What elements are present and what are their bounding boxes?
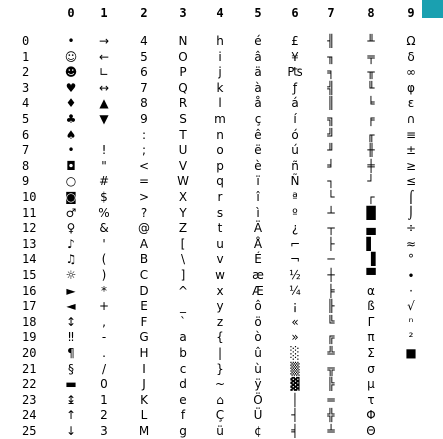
glyph-cell[interactable]: ░ [290,346,300,360]
glyph-cell[interactable]: • [67,34,75,48]
glyph-cell[interactable]: ☻ [64,65,78,79]
glyph-cell[interactable]: ╙ [367,81,375,95]
glyph-cell[interactable]: ₧ [287,65,303,79]
glyph-cell[interactable]: Ñ [290,174,300,188]
glyph-cell[interactable]: ï [256,174,260,188]
row-header-20: 20 [22,346,37,360]
glyph-cell[interactable]: ¿ [291,221,299,235]
glyph-cell[interactable]: ▼ [99,112,109,126]
glyph-cell[interactable]: ¬ [289,252,301,266]
glyph-cell[interactable]: A [139,237,149,251]
glyph-cell[interactable]: ▌ [366,237,376,251]
row-header-11: 11 [22,206,37,220]
glyph-cell[interactable]: Ä [253,221,263,235]
column-header-4: 4 [216,6,224,20]
glyph-cell[interactable]: ª [292,190,298,204]
glyph-cell[interactable]: á [291,96,299,110]
row-header-7: 7 [22,143,30,157]
glyph-cell[interactable]: / [101,362,107,376]
glyph-cell[interactable]: ┌ [367,190,375,204]
glyph-cell[interactable]: ╘ [367,96,375,110]
column-header-8: 8 [367,6,375,20]
glyph-cell[interactable]: ¢ [254,424,262,438]
row-header-4: 4 [22,96,30,110]
glyph-cell[interactable]: > [138,190,150,204]
glyph-cell[interactable]: ƒ [292,81,298,95]
glyph-cell[interactable]: └ [327,190,335,204]
glyph-cell[interactable]: X [178,190,188,204]
glyph-cell[interactable]: ↑ [65,408,77,422]
glyph-cell[interactable]: L [140,408,148,422]
glyph-cell[interactable]: N [178,34,188,48]
glyph-cell[interactable]: ╧ [327,424,335,438]
glyph-cell[interactable]: Γ [367,315,375,329]
glyph-cell[interactable]: ≡ [405,128,417,142]
glyph-cell[interactable]: â [254,50,262,64]
glyph-cell[interactable]: ≥ [405,159,417,173]
glyph-cell[interactable]: ' [102,237,106,251]
glyph-cell[interactable]: ù [254,362,262,376]
glyph-cell[interactable]: ≤ [405,174,417,188]
glyph-cell[interactable]: I [142,362,146,376]
glyph-cell[interactable]: } [216,362,224,376]
glyph-cell[interactable]: a [179,330,187,344]
glyph-cell[interactable]: ¼ [289,284,301,298]
glyph-cell[interactable]: 3 [100,424,108,438]
glyph-cell[interactable]: x [216,284,224,298]
glyph-cell[interactable]: @ [138,221,150,235]
glyph-cell[interactable]: ═ [327,393,335,407]
glyph-cell[interactable]: $ [100,190,108,204]
glyph-cell[interactable]: R [178,96,188,110]
glyph-cell[interactable]: û [254,346,262,360]
glyph-cell[interactable]: f [180,408,186,422]
glyph-cell[interactable]: É [254,252,262,266]
glyph-cell[interactable]: ╖ [327,50,335,64]
glyph-cell[interactable]: c [179,362,187,376]
glyph-cell[interactable]: d [179,377,187,391]
glyph-cell[interactable]: 1 [100,393,108,407]
glyph-cell[interactable]: ∩ [406,112,416,126]
row-header-18: 18 [22,315,37,329]
glyph-cell[interactable]: ¶ [67,346,75,360]
glyph-cell[interactable]: p [216,159,224,173]
glyph-cell[interactable]: • [67,143,75,157]
glyph-cell[interactable]: Σ [367,346,375,360]
glyph-cell[interactable]: « [291,315,299,329]
glyph-cell[interactable]: ╣ [327,81,335,95]
glyph-cell[interactable]: K [140,393,148,407]
glyph-cell[interactable]: Y [179,206,187,220]
glyph-cell[interactable]: V [178,159,188,173]
selected-cell-highlight [422,0,443,18]
glyph-cell[interactable]: ) [101,268,107,282]
glyph-cell[interactable]: ♠ [65,128,77,142]
row-header-2: 2 [22,65,30,79]
glyph-cell[interactable]: ⌂ [216,393,224,407]
glyph-cell[interactable]: ╚ [327,315,335,329]
glyph-cell[interactable]: < [138,159,150,173]
glyph-cell[interactable]: ⁿ [408,315,414,329]
glyph-cell[interactable]: J [142,377,146,391]
glyph-cell[interactable]: b [179,346,187,360]
glyph-cell[interactable]: ▄ [366,221,376,235]
row-header-6: 6 [22,128,30,142]
glyph-cell[interactable]: ∞ [406,65,416,79]
glyph-cell[interactable]: Ü [253,408,263,422]
glyph-cell[interactable]: ┤ [291,408,299,422]
glyph-cell[interactable]: Q [178,81,188,95]
glyph-cell[interactable]: → [98,34,110,48]
glyph-cell[interactable]: ╛ [327,159,335,173]
glyph-cell[interactable]: ┼ [327,268,335,282]
glyph-cell[interactable]: ä [254,65,262,79]
glyph-cell[interactable]: ô [254,299,262,313]
glyph-cell[interactable]: à [254,81,262,95]
glyph-cell[interactable]: M [138,424,150,438]
glyph-cell[interactable]: · [409,284,413,298]
glyph-cell[interactable]: S [179,112,187,126]
row-header-9: 9 [22,174,30,188]
glyph-cell[interactable]: F [140,315,148,329]
glyph-cell[interactable]: δ [407,50,415,64]
glyph-cell[interactable]: τ [367,393,375,407]
glyph-cell[interactable]: w [215,268,225,282]
glyph-cell[interactable]: ╦ [327,362,335,376]
glyph-cell[interactable]: ╥ [367,65,375,79]
row-header-12: 12 [22,221,37,235]
glyph-cell[interactable]: ° [408,252,414,266]
glyph-cell[interactable]: 2 [100,408,108,422]
glyph-cell[interactable]: Ö [253,393,263,407]
glyph-cell[interactable]: E [140,299,148,313]
column-header-3: 3 [179,6,187,20]
glyph-cell[interactable]: ♥ [65,81,77,95]
glyph-cell[interactable]: t [217,221,223,235]
glyph-cell[interactable]: § [68,362,74,376]
glyph-cell[interactable]: m [214,112,226,126]
glyph-cell[interactable]: : [141,128,147,142]
row-header-8: 8 [22,159,30,173]
glyph-cell[interactable]: ç [254,112,262,126]
glyph-cell[interactable]: ; [141,143,147,157]
glyph-cell[interactable]: ♫ [65,252,77,266]
glyph-cell[interactable]: D [139,284,149,298]
glyph-cell[interactable]: ■ [405,346,417,360]
glyph-cell[interactable]: * [101,284,107,298]
glyph-cell[interactable]: W [177,174,189,188]
glyph-cell[interactable]: │ [291,393,299,407]
glyph-cell[interactable]: 9 [140,112,148,126]
row-header-10: 10 [22,190,37,204]
glyph-cell[interactable]: ↨ [65,393,77,407]
glyph-cell[interactable]: ╞ [327,284,335,298]
glyph-cell[interactable]: Ç [215,408,225,422]
glyph-cell[interactable]: í [293,112,297,126]
glyph-cell[interactable]: - [101,330,107,344]
glyph-cell[interactable]: = [138,174,150,188]
row-header-13: 13 [22,237,37,251]
glyph-cell[interactable]: 7 [140,81,148,95]
glyph-cell[interactable]: ▒ [290,362,300,376]
glyph-cell[interactable]: ? [140,206,148,220]
glyph-cell[interactable]: j [218,65,222,79]
glyph-cell[interactable]: ♪ [67,237,75,251]
row-header-16: 16 [22,284,37,298]
glyph-cell[interactable]: ║ [327,96,335,110]
glyph-cell[interactable]: | [217,346,223,360]
glyph-cell[interactable]: ◄ [66,299,76,313]
glyph-cell[interactable]: █ [366,206,376,220]
glyph-cell[interactable]: ↕ [65,315,77,329]
glyph-cell[interactable]: ÿ [254,377,262,391]
glyph-cell[interactable]: ─ [327,252,335,266]
glyph-cell[interactable]: è [254,159,262,173]
glyph-cell[interactable]: φ [407,81,415,95]
glyph-cell[interactable]: ▐ [366,252,376,266]
glyph-cell[interactable]: ß [367,299,375,313]
glyph-cell[interactable]: ╓ [367,128,375,142]
column-header-6: 6 [291,6,299,20]
glyph-cell[interactable]: ┬ [327,221,335,235]
glyph-cell[interactable]: π [367,330,375,344]
glyph-cell[interactable]: ≈ [405,237,417,251]
glyph-cell[interactable]: ² [408,330,414,344]
glyph-cell[interactable]: ☺ [64,50,78,64]
row-header-3: 3 [22,81,30,95]
glyph-cell[interactable]: ▓ [290,377,300,391]
glyph-cell[interactable]: ú [291,143,299,157]
glyph-cell[interactable]: ‼ [68,330,74,344]
glyph-cell[interactable]: ♂ [65,206,77,220]
glyph-cell[interactable]: ┐ [327,174,335,188]
glyph-cell[interactable]: ┴ [327,206,335,220]
glyph-cell[interactable]: å [254,96,262,110]
glyph-cell[interactable]: [ [180,237,186,251]
glyph-cell[interactable]: ê [254,128,262,142]
glyph-cell[interactable]: . [102,346,106,360]
glyph-cell[interactable]: ÷ [405,221,417,235]
glyph-cell[interactable]: ▬ [65,377,77,391]
glyph-cell[interactable]: v [216,252,224,266]
glyph-cell[interactable]: ╒ [367,112,375,126]
row-header-0: 0 [22,34,30,48]
glyph-cell[interactable]: ╔ [327,330,335,344]
glyph-cell[interactable]: 4 [140,34,148,48]
glyph-cell[interactable]: ▲ [99,96,109,110]
glyph-cell[interactable]: e [179,393,187,407]
glyph-cell[interactable]: ½ [289,268,301,282]
glyph-cell[interactable]: ├ [327,237,335,251]
glyph-cell[interactable]: ╟ [327,299,335,313]
glyph-cell[interactable]: 6 [140,65,148,79]
glyph-cell[interactable]: σ [367,362,375,376]
glyph-cell[interactable]: P [179,65,187,79]
glyph-cell[interactable]: h [216,34,224,48]
glyph-cell[interactable]: ♦ [65,96,77,110]
glyph-cell[interactable]: é [254,34,262,48]
column-header-9: 9 [407,6,415,20]
glyph-cell[interactable]: Ω [406,34,416,48]
glyph-cell[interactable]: ] [180,268,186,282]
glyph-cell[interactable]: ┘ [367,174,375,188]
glyph-cell[interactable]: % [98,206,110,220]
glyph-cell[interactable]: ╩ [327,346,335,360]
glyph-cell[interactable]: H [139,346,149,360]
glyph-cell[interactable]: i [218,50,222,64]
glyph-cell[interactable]: ◘ [66,159,76,173]
row-header-24: 24 [22,408,37,422]
glyph-cell[interactable]: ╡ [291,424,299,438]
glyph-cell[interactable]: ╢ [327,34,335,48]
column-header-7: 7 [327,6,335,20]
glyph-cell[interactable] [93,127,115,143]
glyph-cell[interactable]: T [179,128,187,142]
glyph-cell[interactable]: + [98,299,110,313]
glyph-cell[interactable]: ^ [177,284,189,298]
glyph-cell[interactable]: n [216,128,224,142]
glyph-cell[interactable]: Z [178,221,188,235]
glyph-cell[interactable]: ó [291,128,299,142]
glyph-cell[interactable]: y [216,299,224,313]
row-header-1: 1 [22,50,30,64]
glyph-cell[interactable]: ╫ [367,143,375,157]
glyph-cell[interactable]: C [139,268,149,282]
glyph-cell[interactable]: ╜ [327,143,335,157]
glyph-cell[interactable]: ╠ [327,377,335,391]
glyph-cell[interactable]: ○ [65,174,77,188]
glyph-cell[interactable]: ↓ [65,424,77,438]
glyph-cell[interactable]: √ [407,299,415,313]
glyph-cell[interactable]: ⌐ [289,237,301,251]
glyph-cell[interactable]: & [99,221,109,235]
row-header-15: 15 [22,268,37,282]
row-header-21: 21 [22,362,37,376]
glyph-cell[interactable]: ¥ [291,50,299,64]
glyph-cell[interactable]: ← [98,50,110,64]
glyph-cell[interactable]: ü [216,424,224,438]
glyph-cell[interactable]: U [178,143,188,157]
glyph-cell[interactable]: , [102,315,106,329]
glyph-cell[interactable]: µ [367,377,375,391]
row-header-25: 25 [22,424,37,438]
glyph-cell[interactable] [400,361,422,377]
glyph-cell[interactable]: z [216,315,224,329]
glyph-cell[interactable]: ñ [291,159,299,173]
glyph-cell[interactable]: 5 [140,50,148,64]
row-header-22: 22 [22,377,37,391]
glyph-cell[interactable]: r [217,190,223,204]
column-header-2: 2 [140,6,148,20]
glyph-cell[interactable]: G [139,330,149,344]
glyph-cell[interactable]: ╪ [367,159,375,173]
glyph-cell[interactable]: k [216,81,224,95]
glyph-cell[interactable]: ~ [214,377,226,391]
glyph-cell[interactable]: 0 [100,377,108,391]
glyph-cell[interactable]: o [216,143,224,157]
glyph-cell[interactable]: { [216,330,224,344]
glyph-cell[interactable]: Θ [366,424,376,438]
row-header-5: 5 [22,112,30,126]
glyph-cell[interactable]: ` [180,315,186,329]
glyph-cell[interactable]: ♣ [65,112,77,126]
glyph-cell[interactable]: Å [253,237,263,251]
glyph-cell[interactable]: ╤ [367,50,375,64]
glyph-cell[interactable]: s [216,206,224,220]
glyph-cell[interactable]: g [179,424,187,438]
glyph-cell[interactable]: ± [405,143,417,157]
glyph-cell[interactable]: 8 [140,96,148,110]
glyph-cell[interactable]: O [178,50,188,64]
row-header-19: 19 [22,330,37,344]
glyph-cell[interactable]: ¡ [292,299,298,313]
row-header-17: 17 [22,299,37,313]
glyph-cell[interactable]: ë [254,143,262,157]
glyph-cell[interactable]: ò [254,330,262,344]
glyph-cell[interactable]: º [292,206,298,220]
glyph-cell[interactable]: ♀ [66,221,76,235]
glyph-cell[interactable]: Æ [252,284,264,298]
glyph-cell[interactable]: ! [101,143,107,157]
glyph-cell[interactable]: ∟ [98,65,110,79]
glyph-cell[interactable]: l [218,96,222,110]
glyph-cell[interactable]: ╝ [327,128,335,142]
glyph-cell[interactable]: î [256,190,260,204]
glyph-cell[interactable]: u [216,237,224,251]
glyph-cell[interactable]: ☼ [65,268,77,282]
glyph-cell[interactable]: ► [66,284,76,298]
glyph-cell[interactable]: Φ [366,408,376,422]
glyph-cell[interactable]: " [101,159,107,173]
glyph-cell[interactable]: q [216,174,224,188]
glyph-cell[interactable]: α [367,284,375,298]
column-header-1: 1 [100,6,108,20]
glyph-cell[interactable]: # [98,174,110,188]
glyph-cell[interactable]: ↔ [98,81,110,95]
glyph-cell[interactable]: ⌡ [407,206,415,220]
glyph-cell[interactable]: ╗ [327,112,335,126]
row-header-23: 23 [22,393,37,407]
glyph-cell[interactable]: ε [407,96,415,110]
column-header-0: 0 [67,6,75,20]
glyph-cell[interactable]: £ [291,34,299,48]
glyph-cell[interactable]: ╨ [367,34,375,48]
glyph-cell[interactable]: ◙ [65,190,77,204]
glyph-cell[interactable]: ( [101,252,107,266]
glyph-cell[interactable]: ∙ [407,268,415,282]
glyph-cell[interactable]: B [139,252,149,266]
glyph-cell[interactable]: ▀ [366,268,376,282]
glyph-cell[interactable]: » [291,330,299,344]
row-header-14: 14 [22,252,37,266]
glyph-cell[interactable]: ╬ [327,408,335,422]
glyph-cell[interactable]: \ [180,252,186,266]
glyph-cell[interactable]: ö [254,315,262,329]
glyph-cell[interactable]: _ [180,299,186,313]
column-header-5: 5 [254,6,262,20]
glyph-cell[interactable]: ⌠ [407,190,415,204]
glyph-cell[interactable]: ╕ [327,65,335,79]
glyph-cell[interactable]: ì [256,206,260,220]
glyph-cell[interactable]: æ [252,268,264,282]
